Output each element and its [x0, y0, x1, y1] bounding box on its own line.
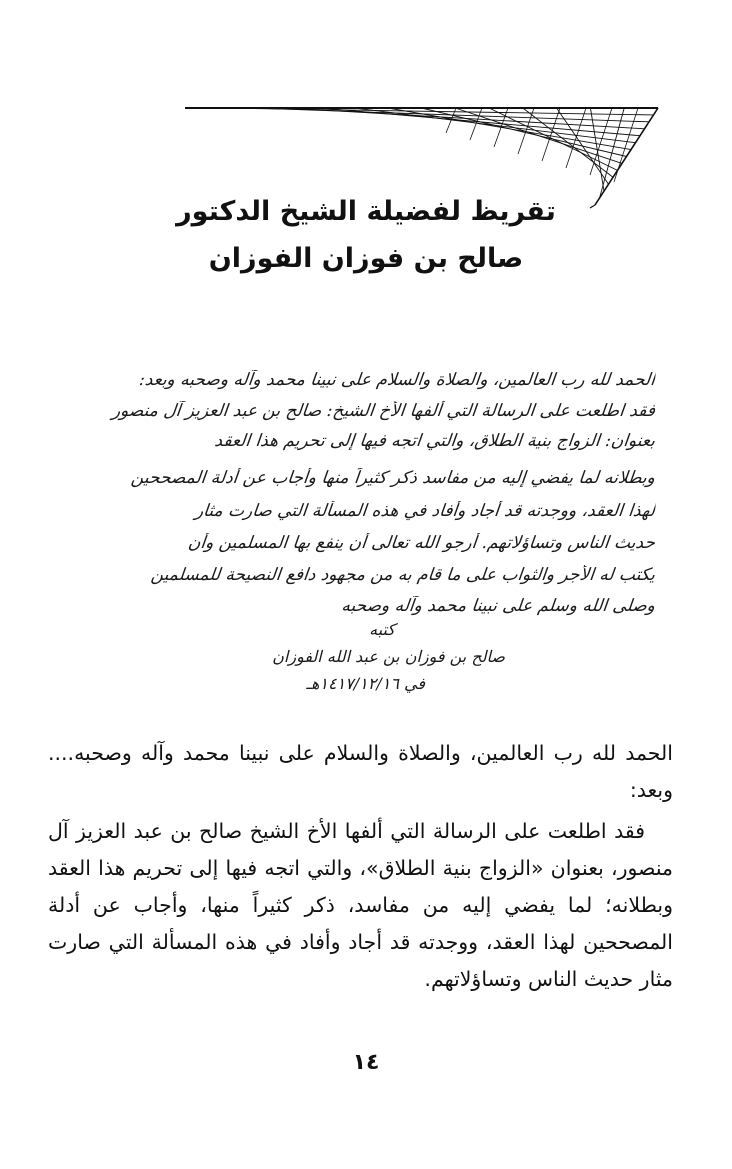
- printed-body-text: [48, 735, 673, 998]
- handwritten-line: حديث الناس وتساؤلاتهم. أرجو الله تعالى أن ينفع بها المسلمين وأن: [186, 533, 657, 553]
- ornament-stroke: [489, 108, 617, 170]
- ornament-stroke: [566, 108, 586, 168]
- ornament-stroke: [600, 108, 625, 198]
- ornament-stroke: [595, 108, 658, 205]
- signature-name: صالح بن فوزان بن عبد الله الفوزان: [272, 647, 505, 666]
- handwritten-letter: [85, 370, 655, 700]
- signature-date: في ١٤١٧/١٢/١٦هـ: [306, 674, 425, 693]
- ornament-stroke: [455, 108, 622, 163]
- ornament-stroke: [523, 108, 613, 177]
- heading-line-1: تقريظ لفضيلة الشيخ الدكتور: [176, 196, 556, 227]
- decorative-string-art-ornament: [180, 100, 660, 210]
- page-number: ١٤: [352, 1050, 380, 1075]
- handwritten-line: الحمد لله رب العالمين، والصلاة والسلام على نبينا محمد وآله وصحبه وبعد:: [138, 370, 657, 390]
- handwritten-line: بعنوان: الزواج بنية الطلاق، والتي اتجه فيها إلى تحريم هذا العقد: [213, 431, 657, 451]
- heading-line-2: صالح بن فوزان الفوزان: [208, 243, 524, 274]
- body-paragraph-2: فقد اطلعت على الرسالة التي ألفها الأخ الشيخ صالح بن عبد العزيز آل منصور، بعنوان «الزواج بنية الطلاق»، والتي اتجه فيها إلى تحريم هذا العقد وبطلانه؛ لما يفضي إليه من مفاسد، ذكر كثيراً منها، وأجاب عن أدلة المصححين لهذا العقد، ووجدته قد أجاد وأفاد في هذه المسألة التي صارت مثار حديث الناس وتساؤلاتهم.: [48, 819, 673, 991]
- body-paragraph-1: الحمد لله رب العالمين، والصلاة والسلام على نبينا محمد وآله وصحبه.... وبعد:: [48, 741, 673, 802]
- signature-label: كتبه: [369, 620, 395, 639]
- handwritten-line: لهذا العقد، ووجدته قد أجاد وأفاد في هذه المسألة التي صارت مثار: [194, 501, 657, 521]
- handwritten-line: وصلى الله وسلم على نبينا محمد وآله وصحبه: [340, 596, 657, 616]
- handwritten-line: فقد اطلعت على الرسالة التي ألفها الأخ الشيخ: صالح بن عبد العزيز آل منصور: [111, 401, 657, 421]
- handwritten-line: يكتب له الأجر والثواب على ما قام به من مجهود دافع النصيحة للمسلمين: [149, 565, 657, 585]
- handwritten-line: وبطلانه لما يفضي إليه من مفاسد ذكر كثيراً منها وأجاب عن أدلة المصححين: [130, 468, 657, 488]
